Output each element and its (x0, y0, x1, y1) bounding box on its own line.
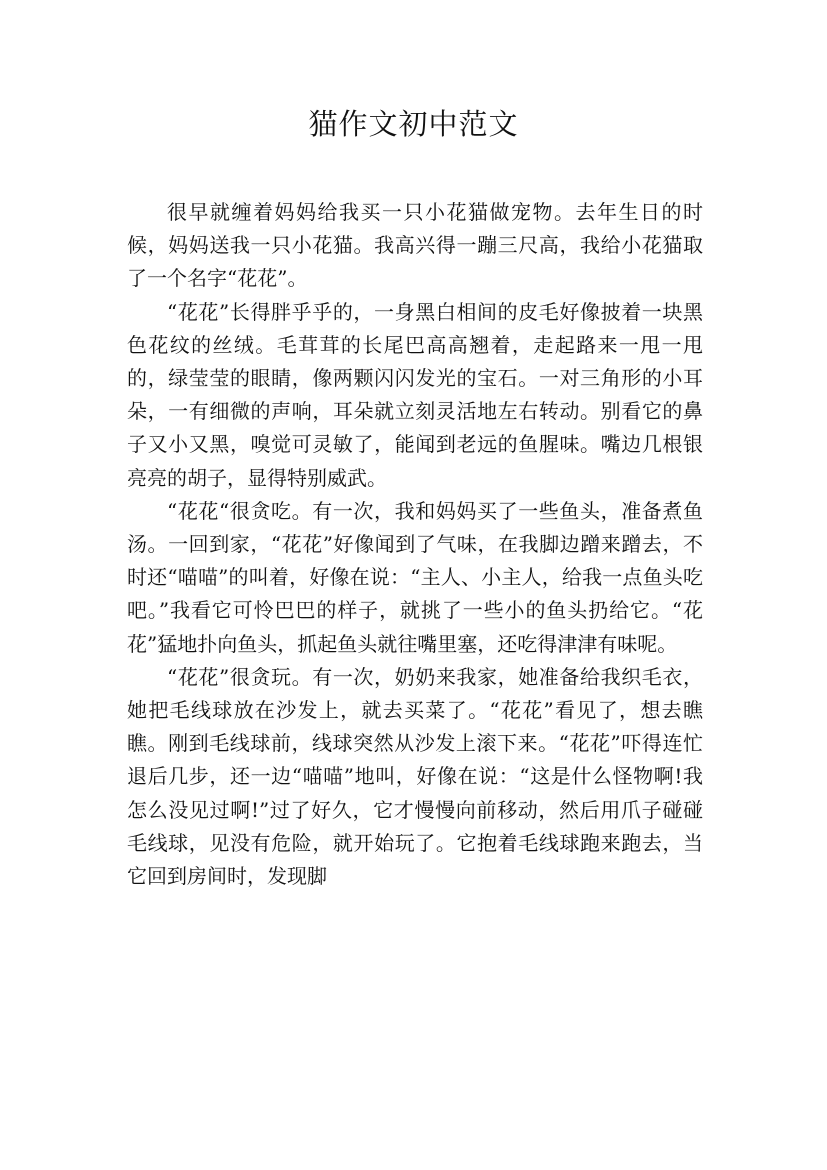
document-title: 猫作文初中范文 (308, 107, 519, 141)
paragraph: “花花”很贪玩。有一次，奶奶来我家，她准备给我织毛衣，她把毛线球放在沙发上，就去买菜了。“花花”看见了，想去瞧瞧。刚到毛线球前，线球突然从沙发上滚下来。“花花”吓得连忙退后几步，还一边“喵喵”地叫，好像在说：“这是什么怪物啊!我怎么没见过啊!”过了好久，它才慢慢向前移动，然后用爪子碰碰毛线球，见没有危险，就开始玩了。它抱着毛线球跑来跑去，当它回到房间时，发现脚 (127, 664, 703, 889)
paragraph: “花花”长得胖乎乎的，一身黑白相间的皮毛好像披着一块黑色花纹的丝绒。毛茸茸的长尾巴高高翘着，走起路来一甩一甩的，绿莹莹的眼睛，像两颗闪闪发光的宝石。一对三角形的小耳朵，一有细微的声响，耳朵就立刻灵活地左右转动。别看它的鼻子又小又黑，嗅觉可灵敏了，能闻到老远的鱼腥味。嘴边几根银亮亮的胡子，显得特别威武。 (127, 299, 703, 490)
paragraph: “花花“很贪吃。有一次，我和妈妈买了一些鱼头，准备煮鱼汤。一回到家，“花花”好像闻到了气味，在我脚边蹭来蹭去，不时还“喵喵”的叫着，好像在说：“主人、小主人，给我一点鱼头吃吧。”我看它可怜巴巴的样子，就挑了一些小的鱼头扔给它。“花花”猛地扑向鱼头，抓起鱼头就往嘴里塞，还吃得津津有味呢。 (127, 498, 703, 656)
paragraph: 很早就缠着妈妈给我买一只小花猫做宠物。去年生日的时候，妈妈送我一只小花猫。我高兴得一蹦三尺高，我给小花猫取了一个名字“花花”。 (127, 200, 703, 291)
document-body (127, 196, 703, 893)
